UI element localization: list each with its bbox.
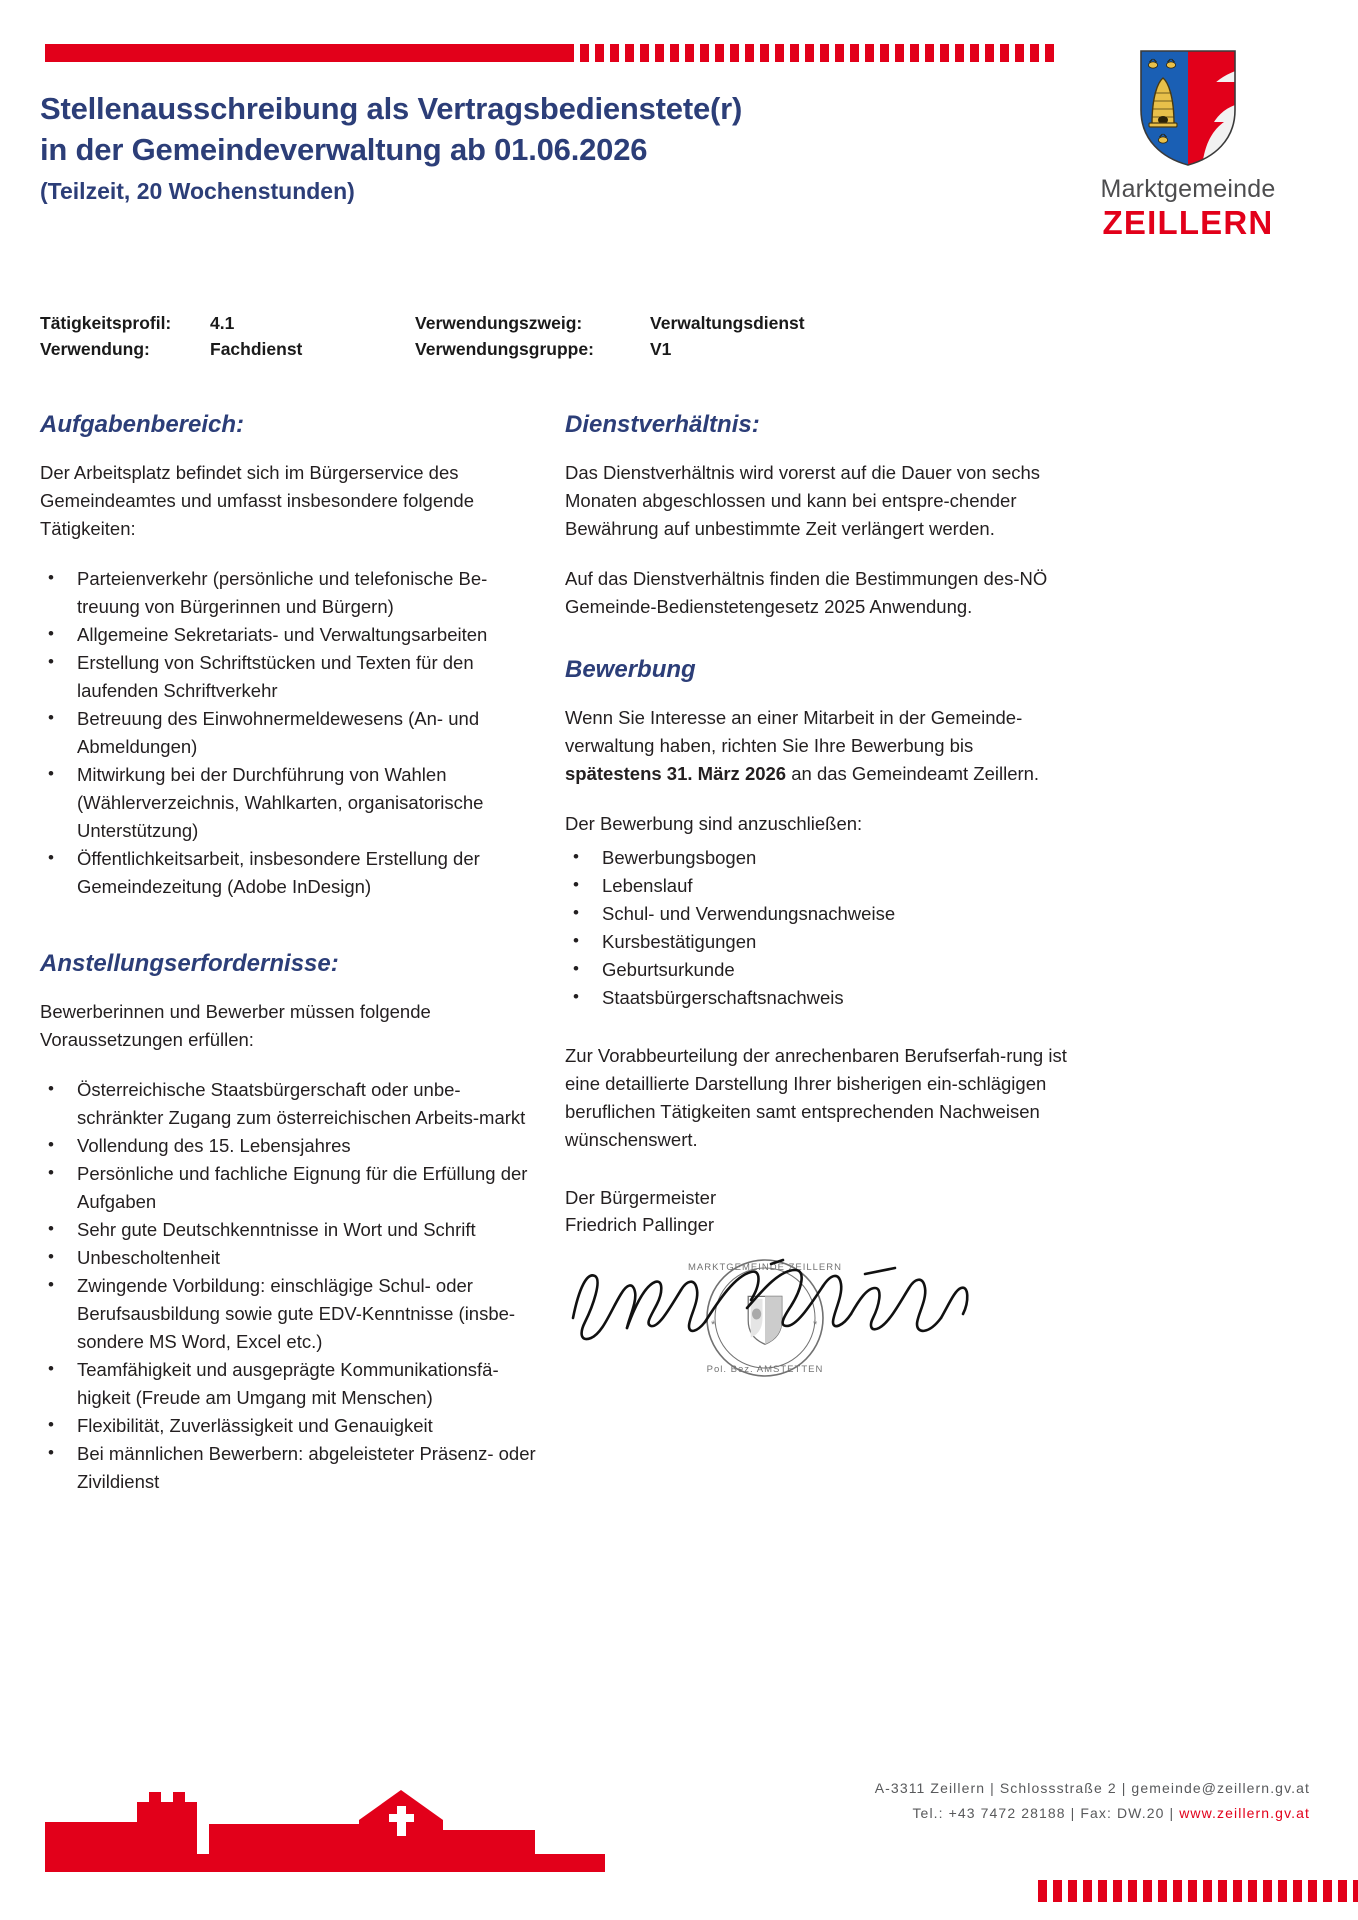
job-meta-table — [40, 310, 1060, 362]
list-item: • Erstellung von Schriftstücken und Texten für den laufenden Schriftverkehr — [40, 649, 540, 705]
aufgabenbereich-list — [40, 565, 540, 901]
meta-value-verwendung: Fachdienst — [210, 339, 303, 359]
bewerbung-paragraph — [565, 704, 1075, 788]
list-item: • Sehr gute Deutschkenntnisse in Wort und Schrift — [40, 1216, 540, 1244]
stamp-text-top: MARKTGEMEINDE ZEILLERN — [688, 1262, 842, 1273]
anstellungserfordernisse-list — [40, 1076, 540, 1496]
section-heading-aufgabenbereich: Aufgabenbereich: — [40, 411, 245, 438]
bewerbung-list-intro: Der Bewerbung sind anzuschließen: — [565, 813, 863, 834]
list-item: • Allgemeine Sekretariats- und Verwaltungsarbeiten — [40, 621, 540, 649]
list-item: • Öffentlichkeitsarbeit, insbesondere Erstellung der Gemeindezeitung (Adobe InDesign) — [40, 845, 540, 901]
section-heading-anstellungserfordernisse: Anstellungserfordernisse: — [40, 950, 339, 977]
stamp-text-bottom: Pol. Bez. AMSTETTEN — [706, 1364, 824, 1375]
svg-text:*: * — [711, 1319, 716, 1331]
meta-row-1 — [40, 310, 1060, 336]
meta-value-profil: 4.1 — [210, 313, 235, 333]
list-item: • Persönliche und fachliche Eignung für die Erfüllung der Aufgaben — [40, 1160, 540, 1216]
meta-row-2 — [40, 336, 1060, 362]
skyline-graphic — [45, 1762, 605, 1877]
list-item: • Vollendung des 15. Lebensjahres — [40, 1132, 540, 1160]
header-rule-dashes — [565, 44, 1055, 62]
right-column — [565, 410, 1075, 1378]
list-item: • Geburtsurkunde — [565, 956, 1075, 984]
logo-name: ZEILLERN — [1102, 204, 1274, 241]
municipality-logo — [1063, 48, 1313, 241]
footer-line-1: A-3311 Zeillern | Schlossstraße 2 | gemeinde@zeillern.gv.at — [874, 1780, 1310, 1796]
list-item: • Zwingende Vorbildung: einschlägige Schul- oder Berufsausbildung sowie gute EDV-Kenntnisse (insbe-sondere MS Word, Excel etc.) — [40, 1272, 540, 1356]
list-item: • Unbescholtenheit — [40, 1244, 540, 1272]
list-item: • Schul- und Verwendungsnachweise — [565, 900, 1075, 928]
list-item: • Kursbestätigungen — [565, 928, 1075, 956]
title-subtitle: (Teilzeit, 20 Wochenstunden) — [40, 178, 355, 204]
title-line-1: Stellenausschreibung als Vertragsbedienstete(r) — [40, 91, 743, 126]
list-item: • Österreichische Staatsbürgerschaft oder unbe-schränkter Zugang zum österreichischen Arbeits-markt — [40, 1076, 540, 1132]
left-column — [40, 410, 540, 1496]
footer-rule — [0, 1880, 1358, 1902]
title-line-2: in der Gemeindeverwaltung ab 01.06.2026 — [40, 132, 648, 167]
header-rule — [45, 44, 1055, 62]
footer-rule-dashes — [1038, 1880, 1358, 1902]
page-footer — [0, 1740, 1358, 1920]
bewerbung-deadline: spätestens 31. März 2026 — [565, 763, 787, 784]
signature-block — [565, 1184, 1075, 1378]
footer-line-2 — [875, 1801, 1310, 1826]
header-rule-solid — [45, 44, 565, 62]
bewerbung-para-pre: Wenn Sie Interesse an einer Mitarbeit in der Gemeinde-verwaltung haben, richten Sie Ihre Bewerbung bis — [565, 707, 1023, 756]
footer-phone-fax: Tel.: +43 7472 28188 | Fax: DW.20 | — [912, 1805, 1180, 1821]
list-item: • Teamfähigkeit und ausgeprägte Kommunikationsfä-higkeit (Freude am Umgang mit Menschen) — [40, 1356, 540, 1412]
bewerbung-document-list — [565, 844, 1075, 1012]
list-item: • Bei männlichen Bewerbern: abgeleisteter Präsenz- oder Zivildienst — [40, 1440, 540, 1496]
aufgabenbereich-intro: Der Arbeitsplatz befindet sich im Bürgerservice des Gemeindeamtes und umfasst insbesondere folgende Tätigkeiten: — [40, 462, 474, 539]
bewerbung-para-post: an das Gemeindeamt Zeillern. — [786, 763, 1040, 784]
list-item: • Betreuung des Einwohnermeldewesens (An- und Abmeldungen) — [40, 705, 540, 761]
list-item: • Flexibilität, Zuverlässigkeit und Genauigkeit — [40, 1412, 540, 1440]
list-item: • Lebenslauf — [565, 872, 1075, 900]
section-heading-bewerbung: Bewerbung — [565, 656, 696, 683]
list-item: • Staatsbürgerschaftsnachweis — [565, 984, 1075, 1012]
svg-text:*: * — [813, 1319, 818, 1331]
list-item: • Mitwirkung bei der Durchführung von Wahlen (Wählerverzeichnis, Wahlkarten, organisatorische Unterstützung) — [40, 761, 540, 845]
list-item: • Bewerbungsbogen — [565, 844, 1075, 872]
page-title — [40, 88, 840, 205]
footer-website[interactable]: www.zeillern.gv.at — [1179, 1805, 1310, 1821]
meta-label-verwendung: Verwendung: — [40, 339, 150, 359]
signature-role: Der Bürgermeister — [565, 1187, 717, 1208]
meta-value-gruppe: V1 — [650, 339, 672, 359]
bewerbung-closing: Zur Vorabbeurteilung der anrechenbaren Berufserfah-rung ist eine detaillierte Darstellung Ihrer bisherigen ein-schlägigen beruflichen Tätigkeiten samt entsprechenden Nachweisen wünschenswert. — [565, 1045, 1067, 1150]
coat-of-arms-icon — [1138, 48, 1238, 168]
meta-label-profil: Tätigkeitsprofil: — [40, 313, 172, 333]
signature-name: Friedrich Pallinger — [565, 1214, 715, 1235]
logo-prefix: Marktgemeinde — [1100, 175, 1276, 203]
meta-label-gruppe: Verwendungsgruppe: — [415, 339, 594, 359]
meta-label-zweig: Verwendungszweig: — [415, 313, 583, 333]
signature-artwork — [565, 1248, 1075, 1378]
footer-contact — [875, 1776, 1310, 1826]
list-item: • Parteienverkehr (persönliche und telefonische Be-treuung von Bürgerinnen und Bürgern) — [40, 565, 540, 621]
dienstverhaeltnis-para-2: Auf das Dienstverhältnis finden die Bestimmungen des-NÖ Gemeinde-Bedienstetengesetz 2025 Anwendung. — [565, 568, 1048, 617]
section-heading-dienstverhaeltnis: Dienstverhältnis: — [565, 411, 760, 438]
dienstverhaeltnis-para-1: Das Dienstverhältnis wird vorerst auf die Dauer von sechs Monaten abgeschlossen und kann bei entspre-chender Bewährung auf unbestimmte Zeit verlängert werden. — [565, 462, 1041, 539]
anstellungserfordernisse-intro: Bewerberinnen und Bewerber müssen folgende Voraussetzungen erfüllen: — [40, 1001, 431, 1050]
meta-value-zweig: Verwaltungsdienst — [650, 313, 805, 333]
